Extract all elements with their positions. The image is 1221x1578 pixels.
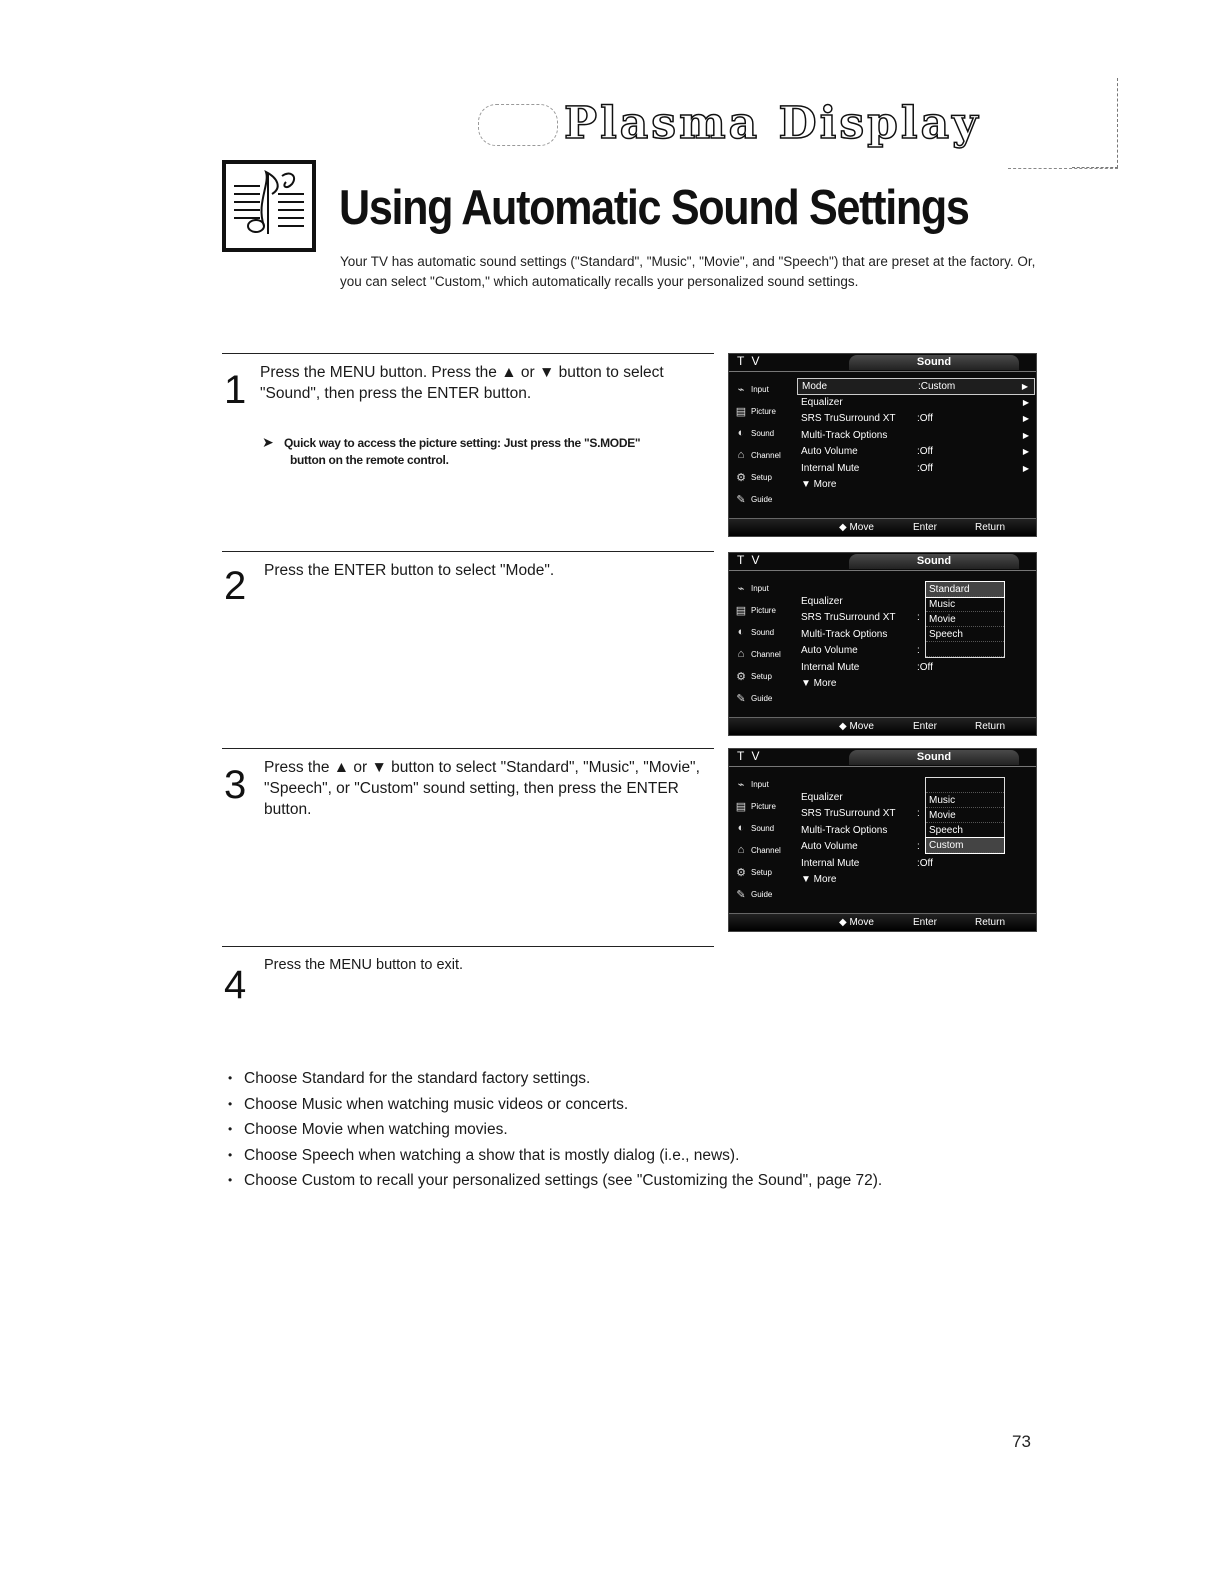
osd-row-multitrack: Multi-Track Options	[801, 628, 888, 640]
guide-icon: ✎	[736, 888, 746, 901]
osd-row-auto-volume: Auto Volume :Off ▶	[797, 444, 1035, 461]
osd-header	[729, 553, 1036, 571]
sound-icon: ◐	[737, 626, 745, 638]
mode-dropdown	[925, 581, 1005, 658]
step-text: Press the ENTER button to select "Mode".	[264, 562, 555, 579]
osd-row-equalizer: Equalizer	[801, 595, 843, 607]
osd-side-channel: ⌂ Channel	[729, 643, 795, 665]
osd-tv-label: T V	[737, 749, 762, 763]
osd-row-multitrack: Multi-Track Options	[801, 824, 888, 836]
brand-logo	[478, 98, 1008, 154]
corner-mark	[1072, 78, 1118, 168]
osd-row-internal-mute: Internal Mute :Off	[801, 661, 933, 673]
osd-row-auto-volume: Auto Volume :	[801, 841, 920, 852]
plug-icon: ⌁	[737, 582, 745, 595]
osd-footer-move: ◆ Move	[839, 522, 874, 533]
tv-menu-screen-3	[728, 748, 1037, 932]
header-rule	[1008, 168, 1118, 169]
osd-footer-enter: Enter	[913, 522, 937, 533]
osd-row-internal-mute: Internal Mute :Off	[801, 857, 933, 869]
osd-sidebar	[729, 577, 795, 709]
music-note-icon	[222, 160, 316, 252]
osd-side-input: ⌁ Input	[729, 773, 795, 795]
osd-side-channel: ⌂ Channel	[729, 444, 795, 466]
page-number: 73	[1012, 1432, 1031, 1451]
arrow-right-icon: ▶	[1022, 463, 1029, 473]
step-text: Press the MENU button to exit.	[264, 957, 464, 973]
page-title: Using Automatic Sound Settings	[339, 181, 969, 235]
osd-footer-return: Return	[975, 522, 1006, 533]
step-number: 4	[224, 963, 247, 1007]
picture-icon: ▤	[735, 800, 747, 813]
option-music: Music	[926, 597, 1004, 612]
channel-icon: ⌂	[737, 648, 745, 660]
arrow-right-icon: ▶	[1022, 414, 1029, 423]
sound-icon: ◐	[737, 822, 745, 834]
setup-icon: ⚙	[736, 471, 746, 484]
plug-icon: ⌁	[737, 778, 745, 791]
osd-footer-return: Return	[975, 721, 1006, 732]
arrow-right-icon: ▶	[1022, 397, 1029, 407]
osd-row-equalizer: Equalizer ▶	[797, 395, 1035, 412]
sound-icon: ◐	[737, 427, 745, 439]
osd-side-setup: ⚙ Setup	[729, 466, 795, 488]
osd-menu-list	[797, 378, 1035, 494]
osd-row-equalizer: Equalizer	[801, 791, 843, 803]
osd-tv-label: T V	[737, 354, 762, 368]
step-text: Press the ▲ or ▼ button to select "Standard", "Music", "Movie", "Speech", or "Custom" sound setting, then press the ENTER button.	[264, 759, 700, 818]
list-item: • Choose Standard for the standard factory settings.	[228, 1066, 1048, 1092]
step-number: 3	[224, 763, 247, 807]
guide-icon: ✎	[736, 493, 746, 506]
osd-footer	[729, 913, 1036, 931]
step-4	[222, 946, 714, 1026]
osd-header	[729, 749, 1036, 767]
option-movie: Movie	[926, 612, 1004, 627]
osd-footer-move: ◆ Move	[839, 917, 874, 928]
tip-text-line2: button on the remote control.	[290, 453, 449, 467]
osd-footer-return: Return	[975, 917, 1006, 928]
osd-header	[729, 354, 1036, 372]
guide-icon: ✎	[736, 692, 746, 705]
option-empty	[926, 642, 1004, 657]
list-item: • Choose Speech when watching a show that is mostly dialog (i.e., news).	[228, 1143, 1048, 1169]
osd-row-more: ▼ More	[801, 678, 837, 689]
setup-icon: ⚙	[736, 670, 746, 683]
option-music: Music	[926, 793, 1004, 808]
osd-sidebar	[729, 773, 795, 905]
plug-icon: ⌁	[737, 383, 745, 396]
intro-paragraph: Your TV has automatic sound settings ("Standard", "Music", "Movie", and "Speech") that are preset at the factory. Or, you can select "Custom," which automatically recalls your personalized sound settings.	[340, 254, 1036, 289]
osd-side-input: ⌁ Input	[729, 577, 795, 599]
sound-mode-tips	[228, 1066, 1048, 1194]
option-movie: Movie	[926, 808, 1004, 823]
tv-menu-screen-1	[728, 353, 1037, 537]
osd-row-auto-volume: Auto Volume :	[801, 645, 920, 656]
option-speech: Speech	[926, 823, 1004, 838]
osd-side-picture: ▤ Picture	[729, 795, 795, 817]
osd-side-channel: ⌂ Channel	[729, 839, 795, 861]
osd-side-sound: ◐ Sound	[729, 621, 795, 643]
option-custom: Custom	[926, 838, 1004, 853]
step-2	[222, 551, 714, 741]
osd-footer	[729, 717, 1036, 735]
osd-side-sound: ◐ Sound	[729, 422, 795, 444]
osd-side-setup: ⚙ Setup	[729, 665, 795, 687]
tip-text-line1: Quick way to access the picture setting: Just press the "S.MODE"	[284, 436, 641, 450]
osd-row-multitrack: Multi-Track Options ▶	[797, 428, 1035, 445]
osd-side-picture: ▤ Picture	[729, 400, 795, 422]
option-standard: Standard	[926, 582, 1004, 597]
osd-side-guide: ✎ Guide	[729, 488, 795, 510]
osd-tab-sound: Sound	[849, 355, 1019, 370]
list-item: • Choose Custom to recall your personalized settings (see "Customizing the Sound", page 72).	[228, 1168, 1048, 1194]
osd-sidebar	[729, 378, 795, 510]
step-text: Press the MENU button. Press the ▲ or ▼ button to select "Sound", then press the ENTER button.	[260, 364, 664, 402]
brand-title: Plasma Display	[564, 98, 981, 149]
osd-row-more: ▼ More	[801, 479, 837, 490]
decorative-dots	[478, 104, 558, 146]
step-number: 1	[224, 368, 247, 412]
tip-arrow-icon: ➤	[262, 434, 274, 450]
osd-side-picture: ▤ Picture	[729, 599, 795, 621]
arrow-right-icon: ▶	[1021, 382, 1028, 391]
tv-menu-screen-2	[728, 552, 1037, 736]
osd-tab-sound: Sound	[849, 554, 1019, 569]
step-number: 2	[224, 564, 247, 608]
list-item: • Choose Movie when watching movies.	[228, 1117, 1048, 1143]
step-1	[222, 353, 714, 543]
osd-row-srs: SRS TruSurround XT :	[801, 808, 920, 819]
osd-footer-enter: Enter	[913, 917, 937, 928]
option-empty	[926, 778, 1004, 793]
setup-icon: ⚙	[736, 866, 746, 879]
osd-side-sound: ◐ Sound	[729, 817, 795, 839]
picture-icon: ▤	[735, 604, 747, 617]
osd-row-srs: SRS TruSurround XT :Off ▶	[797, 411, 1035, 428]
arrow-right-icon: ▶	[1022, 447, 1029, 456]
channel-icon: ⌂	[737, 844, 745, 856]
osd-side-guide: ✎ Guide	[729, 883, 795, 905]
step-tip	[262, 434, 702, 469]
list-item: • Choose Music when watching music videos or concerts.	[228, 1092, 1048, 1118]
osd-row-more: ▼ More	[801, 874, 837, 885]
picture-icon: ▤	[735, 405, 747, 418]
arrow-right-icon: ▶	[1022, 430, 1029, 440]
osd-side-input: ⌁ Input	[729, 378, 795, 400]
osd-row-mode: Mode :Custom ▶	[797, 378, 1035, 395]
osd-row-internal-mute: Internal Mute :Off ▶	[797, 461, 1035, 478]
option-speech: Speech	[926, 627, 1004, 642]
osd-side-guide: ✎ Guide	[729, 687, 795, 709]
step-3	[222, 748, 714, 938]
channel-icon: ⌂	[737, 449, 745, 461]
osd-row-srs: SRS TruSurround XT :	[801, 612, 920, 623]
osd-footer	[729, 518, 1036, 536]
osd-footer-move: ◆ Move	[839, 721, 874, 732]
mode-dropdown	[925, 777, 1005, 854]
osd-side-setup: ⚙ Setup	[729, 861, 795, 883]
osd-tab-sound: Sound	[849, 750, 1019, 765]
osd-footer-enter: Enter	[913, 721, 937, 732]
osd-tv-label: T V	[737, 553, 762, 567]
